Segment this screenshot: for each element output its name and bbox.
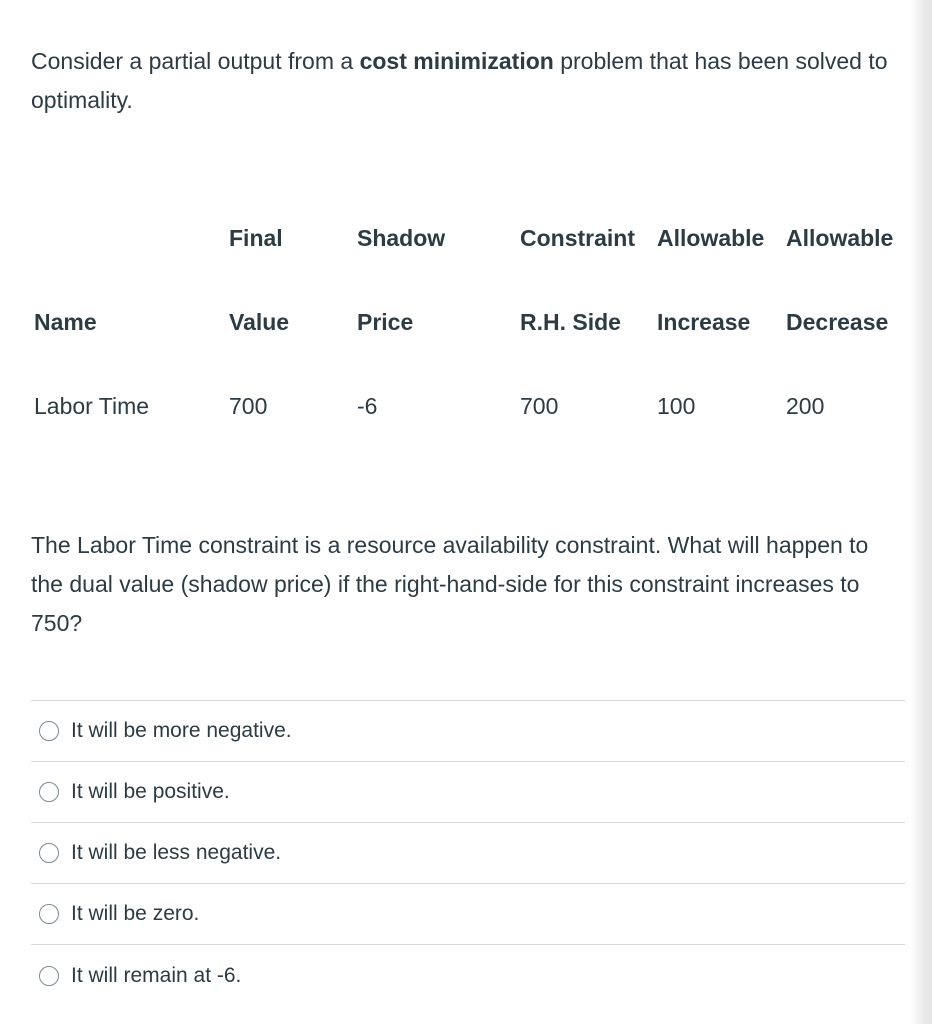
answer-option[interactable] [31,701,905,762]
answer-label: It will be more negative. [71,719,292,742]
radio-button[interactable] [39,966,59,986]
header-cell [26,196,229,280]
radio-button[interactable] [39,721,59,741]
answer-label: It will be positive. [71,780,230,803]
header-cell-shadow: Shadow [357,224,446,251]
scroll-edge-shade [910,0,932,1024]
header-cell-price: Price [357,308,414,335]
answer-option[interactable] [31,945,905,1006]
radio-button[interactable] [39,843,59,863]
answer-label: It will be zero. [71,902,200,925]
intro-bold-phrase: cost minimization [359,48,554,74]
header-cell-rh-side: R.H. Side [520,308,621,335]
question-text: The Labor Time constraint is a resource availability constraint. What will happen to the dual value (shadow price) if the right-hand-side for this constraint increases to 750? [31,532,869,636]
answer-option[interactable] [31,823,905,884]
header-cell-final: Final [229,224,283,251]
cell-allowable-increase: 100 [657,392,696,419]
header-cell-decrease: Decrease [786,308,889,335]
header-cell-allowable-decrease: Allowable [786,224,894,251]
radio-button[interactable] [39,904,59,924]
answer-label: It will be less negative. [71,841,282,864]
header-cell-increase: Increase [657,308,751,335]
radio-button[interactable] [39,782,59,802]
answer-list [31,700,905,1006]
answer-label: It will remain at -6. [71,963,242,987]
header-cell-constraint: Constraint [520,224,635,251]
cell-final-value: 700 [229,392,268,419]
header-cell-name: Name [34,308,97,335]
table-header-row-2 [26,280,916,364]
intro-text-after: problem that has been solved to optimality. [31,48,888,113]
header-cell-value: Value [229,308,290,335]
answer-option[interactable] [31,884,905,945]
cell-shadow-price: -6 [357,392,378,419]
table-header-row-1 [26,196,916,280]
cell-name: Labor Time [34,392,150,419]
intro-text-before: Consider a partial output from a [31,48,360,74]
answer-option[interactable] [31,762,905,823]
table-row [26,364,916,448]
cell-allowable-decrease: 200 [786,392,825,419]
sensitivity-output-table [26,196,916,448]
header-cell-allowable-increase: Allowable [657,224,765,251]
question-intro [31,42,891,120]
cell-rh-side: 700 [520,392,559,419]
